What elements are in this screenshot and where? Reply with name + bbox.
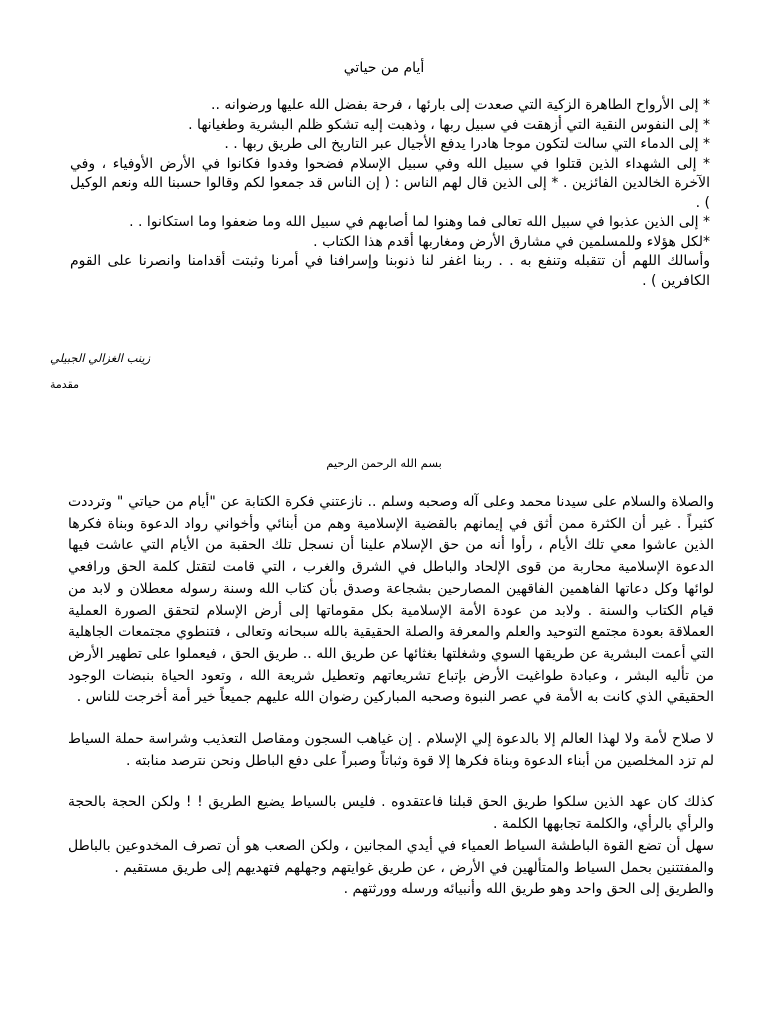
introduction-body [68, 492, 714, 901]
dedication-section [70, 96, 710, 291]
section-heading-introduction: مقدمة [50, 378, 80, 391]
body-paragraph: لا صلاح لأمة ولا لهذا العالم إلا بالدعوة إلي الإسلام . إن غياهب السجون ومقاصل التعذيب وشراسة حملة السياط لم تزد المخلصين من أبناء الدعوة وبناة فكرها إلا قوة وثباتاً وصبراً على دفع الباطل ونحن نترصد منابته . [68, 731, 714, 769]
body-paragraph: سهل أن تضع القوة الباطشة السياط العمياء في أيدي المجانين ، ولكن الصعب هو أن تصرف المخدوعين بالباطل والمفتتنين بحمل السياط والمتألهين في الأرض ، عن طريق غوايتهم وجهلهم فتهديهم إلى طريق مستقيم . [68, 837, 714, 876]
dedication-line: *لكل هؤلاء وللمسلمين في مشارق الأرض ومغاربها أقدم هذا الكتاب . [313, 233, 710, 250]
author-signature: زينب الغزالي الجبيلي [50, 351, 151, 365]
dedication-line: * إلى النفوس النقية التي أزهقت في سبيل ربها ، وذهبت إليه تشكو ظلم البشرية وطغيانها . [188, 116, 710, 133]
dedication-line: * إلى الذين عذبوا في سبيل الله تعالى فما وهنوا لما أصابهم في سبيل الله وما ضعفوا وما استكانوا . . [129, 214, 710, 230]
dedication-line: * إلى الأرواح الطاهرة الزكية التي صعدت إلى بارئها ، فرحة بفضل الله عليها ورضوانه .. [211, 97, 710, 113]
dedication-line: * إلى الشهداء الذين قتلوا في سبيل الله وفي سبيل الإسلام فضحوا وفدوا فكانوا في الأرض الأوفياء ، وفي الآخرة الخالدين الفائزين . * إلى الذين قال لهم الناس : ( إن الناس قد جمعوا لكم وقالوا حسبنا الله ونعم الوكيل ) . [70, 155, 710, 211]
document-title: أيام من حياتي [343, 60, 425, 76]
basmala: بسم الله الرحمن الرحيم [326, 456, 442, 470]
body-paragraph: والطريق إلى الحق واحد وهو طريق الله وأنبيائه ورسله وورثتهم . [343, 881, 714, 898]
dedication-line: * إلى الدماء التي سالت لتكون موجا هادرا يدفع الأجيال عبر التاريخ الى طريق ربها . . [224, 136, 710, 152]
body-paragraph: كذلك كان عهد الذين سلكوا طريق الحق قبلنا فاعتقدوه . فليس بالسياط يضيع الطريق ! ! ولكن الحجة بالحجة والرأي بالرأي، والكلمة تجابهها الكلمة . [68, 794, 714, 833]
dedication-line: وأسالك اللهم أن تتقبله وتنفع به . . ربنا اغفر لنا ذنوبنا وإسرافنا في أمرنا وثبتت أقدامنا وانصرنا على القوم الكافرين ) . [70, 253, 710, 289]
body-paragraph: والصلاة والسلام على سيدنا محمد وعلى آله وصحبه وسلم .. نازعتني فكرة الكتابة عن "أيام من حياتي " وترددت كثيراً . غير أن الكثرة ممن أثق في إيمانهم بالقضية الإسلامية وهم من أبنائي وأخواني رواد الدعوة وبناة فكرها الذين عاشوا معي تلك الأيام ، رأوا أنه من حق الإسلام علينا أن نسجل تلك الحقبة من الأيام التي عاشت فيها الدعوة الإسلامية محاربة من قوى الإلحاد والباطل في الشرق والغرب ، التي قامت لتقتل كلمة الحق ورافعي لوائها وكل دعاتها الفاهمين الفاقهين المصارحين بشجاعة وصدق بأن كتاب الله وسنة رسوله معطلان و لابد من قيام الكتاب والسنة . ولابد من عودة الأمة الإسلامية بكل مقوماتها إلى أرض الإسلام لتحقق الصورة العملية العملاقة بعودة مجتمع التوحيد والعلم والمعرفة والصلة الحقيقية بالله سبحانه وتعالى ، فتنطوي مجتمعات الجاهلية التي أعمت البشرية عن طريقها السوي وشغلتها بغثائها عن طريق الله .. طريق الحق ، فيعملوا على تطهير الأرض من تأليه البشر ، وعبادة طواغيت الأرض بإتباع تشريعاتهم وتعطيل شريعة الله ، وتعود الحياة بنبضات الوجود الحقيقي الذي كانت به الأمة في عصر النبوة وصحبه المباركين رضوان الله عليهم جميعاً خير أمة أخرجت للناس . [68, 494, 714, 706]
